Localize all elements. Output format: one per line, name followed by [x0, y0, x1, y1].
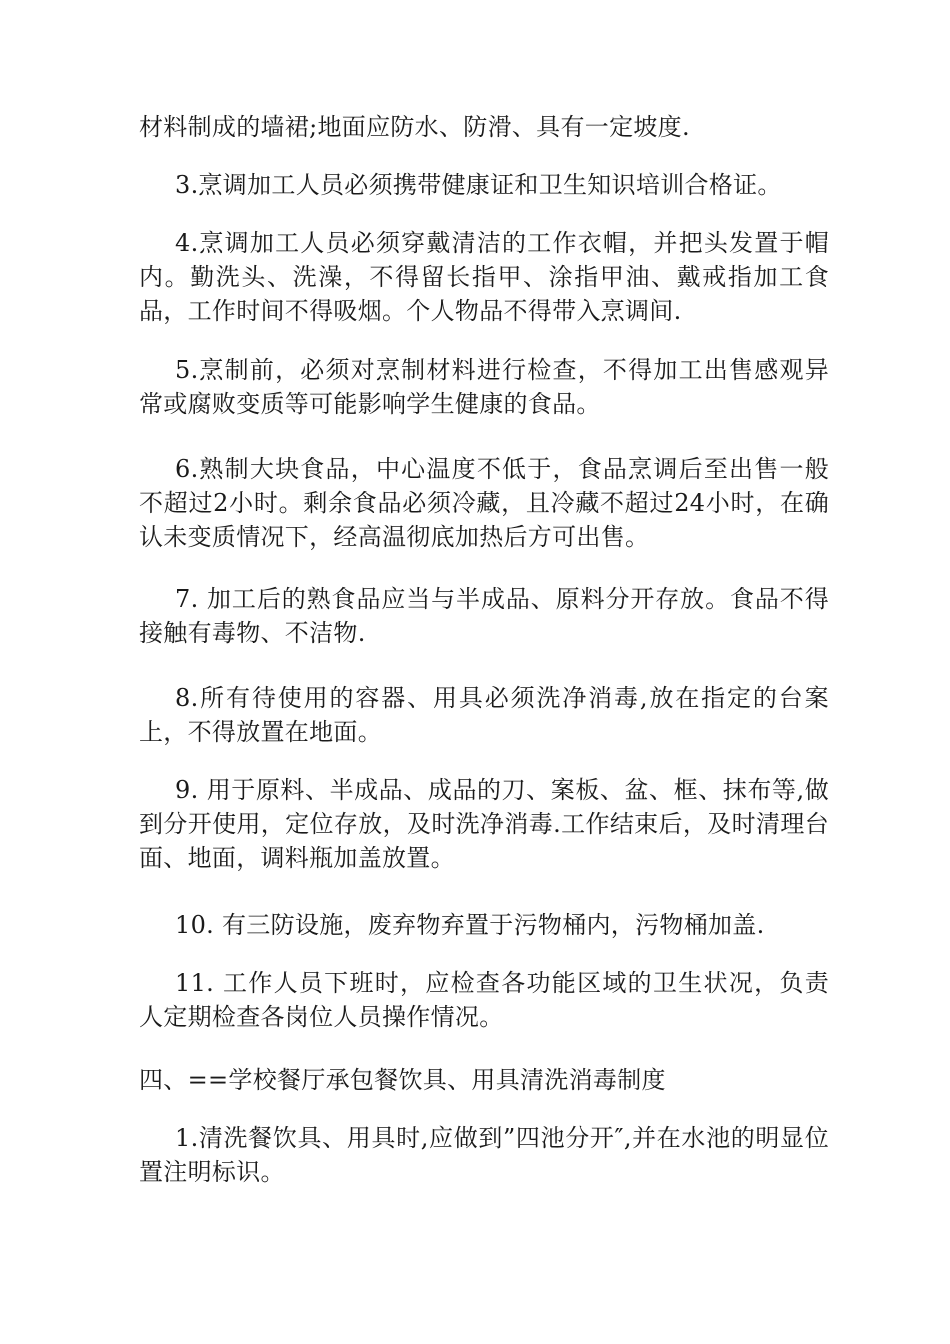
- paragraph-item-3: 3.烹调加工人员必须携带健康证和卫生知识培训合格证。: [175, 171, 782, 199]
- paragraph-item-6: 6.熟制大块食品，中心温度不低于，食品烹调后至出售一般不超过2小时。剩余食品必须冷藏，且冷藏不超过24小时，在确认未变质情况下，经高温彻底加热后方可出售。: [139, 455, 829, 551]
- section-heading-four: 四、==学校餐厅承包餐饮具、用具清洗消毒制度: [139, 1066, 666, 1094]
- paragraph-wall-floor: 材料制成的墙裙;地面应防水、防滑、具有一定坡度.: [139, 113, 690, 141]
- paragraph-item-5: 5.烹制前，必须对烹制材料进行检查，不得加工出售感观异常或腐败变质等可能影响学生健康的食品。: [139, 356, 829, 418]
- paragraph-item-4: 4.烹调加工人员必须穿戴清洁的工作衣帽，并把头发置于帽内。勤洗头、洗澡，不得留长指甲、涂指甲油、戴戒指加工食品，工作时间不得吸烟。个人物品不得带入烹调间.: [139, 229, 829, 325]
- paragraph-item-10: 10. 有三防设施，废弃物弃置于污物桶内，污物桶加盖.: [175, 911, 765, 939]
- paragraph-item-8: 8.所有待使用的容器、用具必须洗净消毒,放在指定的台案上，不得放置在地面。: [139, 684, 829, 746]
- paragraph-item-7: 7. 加工后的熟食品应当与半成品、原料分开存放。食品不得接触有毒物、不洁物.: [139, 585, 829, 647]
- paragraph-item-9: 9. 用于原料、半成品、成品的刀、案板、盆、框、抹布等,做到分开使用，定位存放，及时洗净消毒.工作结束后，及时清理台面、地面，调料瓶加盖放置。: [139, 776, 829, 872]
- paragraph-section4-item-1: 1.清洗餐饮具、用具时,应做到”四池分开″,并在水池的明显位置注明标识。: [139, 1124, 829, 1186]
- paragraph-item-11: 11. 工作人员下班时，应检查各功能区域的卫生状况，负责人定期检查各岗位人员操作情况。: [139, 969, 829, 1031]
